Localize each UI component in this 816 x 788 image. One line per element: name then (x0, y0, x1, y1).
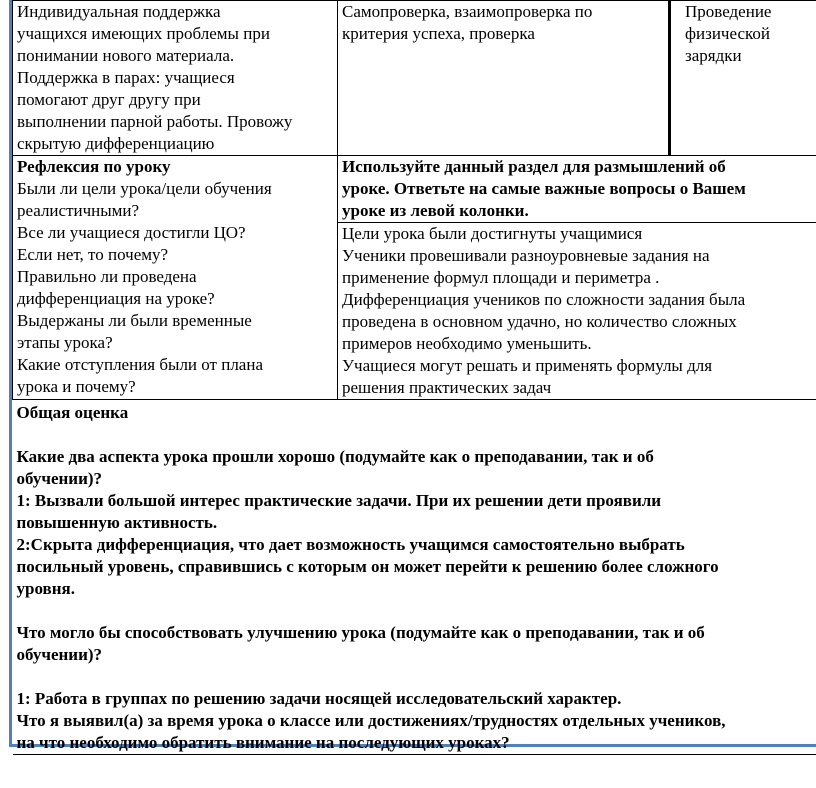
health-cell (670, 1, 816, 156)
health-text (675, 1, 812, 67)
assessment-cell (338, 1, 670, 156)
text-line: выполнении парной работы. Провожу (17, 112, 293, 131)
reflection-question-line: реалистичными? (17, 201, 140, 220)
reflection-question-line: Какие отступления были от плана (17, 355, 263, 374)
reflection-question-line: Если нет, то почему? (17, 245, 169, 264)
reflection-answers (342, 223, 812, 399)
summary-title: Общая оценка (16, 403, 129, 422)
text-line: критерия успеха, проверка (342, 24, 535, 43)
assessment-text (342, 1, 664, 45)
instruction-line: Используйте данный раздел для размышлений об (342, 157, 726, 176)
reflection-questions (17, 178, 333, 398)
reflection-question-line: урока и почему? (17, 377, 136, 396)
answer-line: решения практических задач (342, 378, 552, 397)
answer-line: применение формул площади и периметра . (342, 268, 660, 287)
reflection-question-line: дифференциация на уроке? (17, 289, 215, 308)
summary-answer-1 (17, 490, 813, 600)
summary-question-2 (17, 622, 813, 666)
summary-block (17, 400, 813, 754)
reflection-question-line: этапы урока? (17, 333, 113, 352)
answer-line: уровня. (16, 579, 75, 598)
answer-line: на что необходимо обратить внимание на последующих уроках? (16, 733, 510, 752)
question-line: Какие два аспекта урока прошли хорошо (подумайте как о преподавании, так и об (16, 447, 654, 466)
text-line: Поддержка в парах: учащиеся (17, 68, 235, 87)
text-line: учащихся имеющих проблемы при (17, 24, 270, 43)
question-line: обучении)? (16, 645, 103, 664)
answer-line: Учащиеся могут решать и применять формулы для (342, 356, 713, 375)
reflection-cell (13, 156, 338, 400)
support-text (17, 1, 333, 155)
answer-line: примеров необходимо уменьшить. (342, 334, 592, 353)
text-line: понимании нового материала. (17, 46, 235, 65)
answer-cell (338, 223, 816, 400)
reflection-question-line: Выдержаны ли были временные (17, 311, 252, 330)
text-line: помогают друг другу при (17, 90, 201, 109)
instruction-line: уроке из левой колонки. (342, 201, 529, 220)
answer-line: Цели урока были достигнуты учащимися (342, 224, 643, 243)
table-row (13, 400, 816, 755)
instruction-cell (338, 156, 816, 223)
question-line: обучении)? (16, 469, 103, 488)
reflection-question-line: Были ли цели урока/цели обучения (17, 179, 272, 198)
answer-line: 2:Скрыта дифференциация, что дает возможность учащимся самостоятельно выбрать (16, 535, 685, 554)
table-row (13, 156, 816, 223)
reflection-question-line: Все ли учащиеся достигли ЦО? (17, 223, 246, 242)
answer-line: Что я выявил(а) за время урока о классе или достижениях/трудностях отдельных учеников, (16, 711, 726, 730)
lesson-plan-table (12, 0, 816, 755)
answer-line: посильный уровень, справившись с которым он может перейти к решению более сложного (16, 557, 719, 576)
text-line: зарядки (685, 46, 742, 65)
answer-line: Дифференциация учеников по сложности задания была (342, 290, 746, 309)
summary-question-1 (17, 446, 813, 490)
summary-answer-2 (17, 688, 813, 754)
answer-line: проведена в основном удачно, но количество сложных (342, 312, 737, 331)
text-line: Индивидуальная поддержка (17, 2, 221, 21)
text-line: физической (685, 24, 770, 43)
answer-line: 1: Вызвали большой интерес практические задачи. При их решении дети проявили (16, 491, 662, 510)
table-row (13, 1, 816, 156)
question-line: Что могло бы способствовать улучшению урока (подумайте как о преподавании, так и об (16, 623, 705, 642)
text-line: Проведение (685, 2, 772, 21)
answer-line: 1: Работа в группах по решению задачи носящей исследовательский характер. (16, 689, 622, 708)
summary-cell (13, 400, 816, 755)
answer-line: повышенную активность. (16, 513, 218, 532)
answer-line: Ученики провешивали разноуровневые задания на (342, 246, 710, 265)
reflection-question-line: Правильно ли проведена (17, 267, 197, 286)
text-line: Самопроверка, взаимопроверка по (342, 2, 593, 21)
reflection-instruction (342, 156, 812, 222)
support-cell (13, 1, 338, 156)
instruction-line: уроке. Ответьте на самые важные вопросы о Вашем (342, 179, 746, 198)
text-line: скрытую дифференциацию (17, 134, 215, 153)
reflection-title: Рефлексия по уроку (17, 157, 171, 176)
